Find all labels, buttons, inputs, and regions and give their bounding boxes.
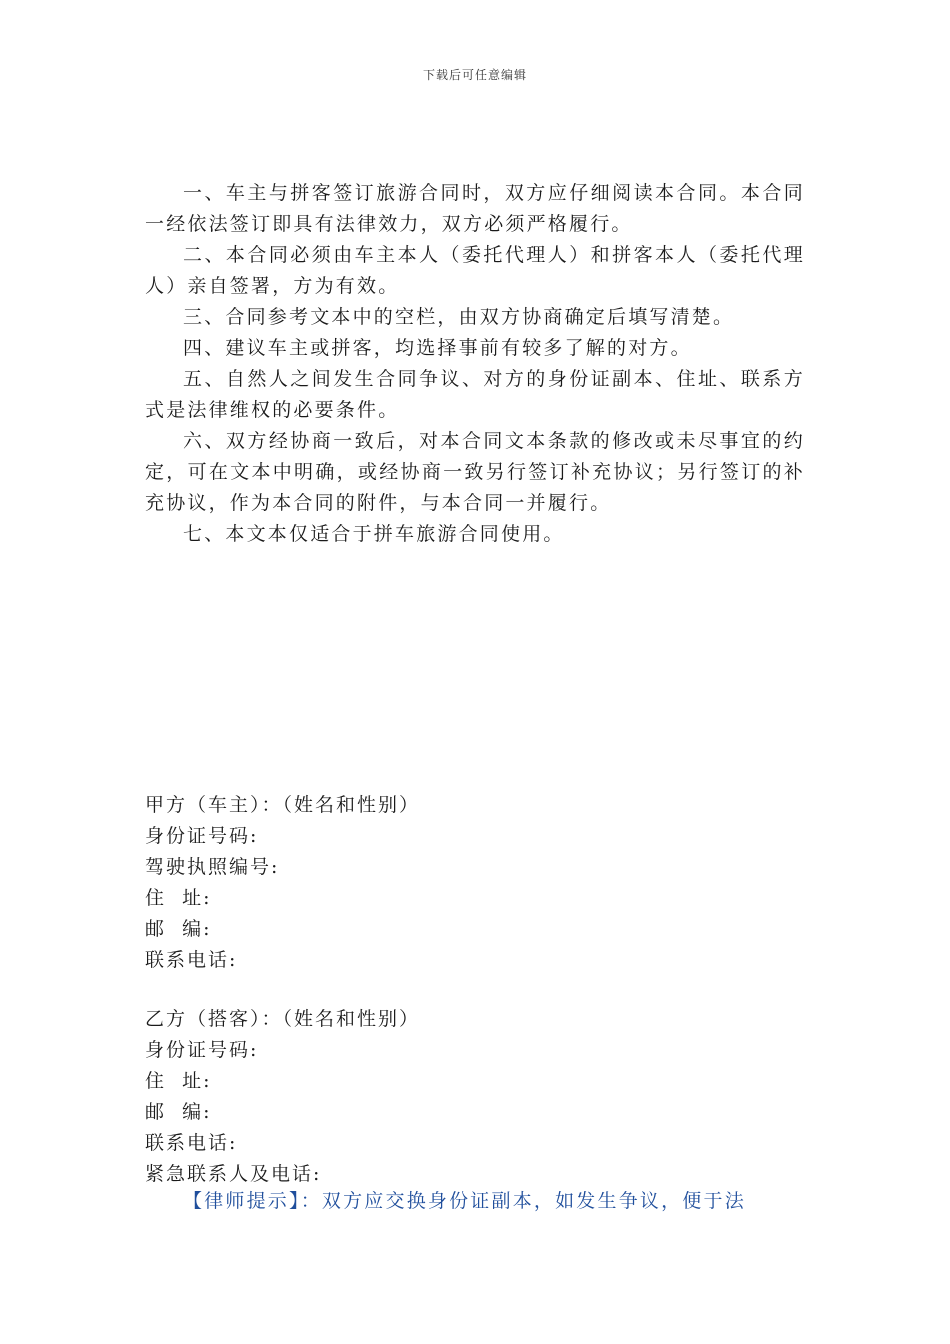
party-a-title: 甲方（车主）：（姓名和性别）	[145, 794, 421, 816]
clause-3: 三、合同参考文本中的空栏，由双方协商确定后填写清楚。	[183, 306, 735, 328]
party-b-id-number: 身份证号码:	[145, 1039, 259, 1061]
party-a-id-number: 身份证号码:	[145, 825, 259, 847]
party-a-address: 住 址:	[145, 887, 212, 909]
party-a-block	[145, 790, 805, 976]
party-b-block	[145, 1004, 805, 1190]
party-a-postcode: 邮 编:	[145, 918, 212, 940]
clause-1: 一、车主与拼客签订旅游合同时，双方应仔细阅读本合同。本合同一经依法签订即具有法律效力，双方必须严格履行。	[145, 182, 805, 235]
party-b-postcode: 邮 编:	[145, 1101, 212, 1123]
clause-6: 六、双方经协商一致后，对本合同文本条款的修改或未尽事宜的约定，可在文本中明确，或经协商一致另行签订补充协议；另行签订的补充协议，作为本合同的附件，与本合同一并履行。	[145, 430, 805, 514]
clause-5: 五、自然人之间发生合同争议、对方的身份证副本、住址、联系方式是法律维权的必要条件。	[145, 368, 805, 421]
header-note: 下载后可任意编辑	[422, 68, 527, 82]
party-a-license: 驾驶执照编号:	[145, 856, 280, 878]
party-b-phone: 联系电话:	[145, 1132, 238, 1154]
party-a-phone: 联系电话:	[145, 949, 238, 971]
party-b-address: 住 址:	[145, 1070, 212, 1092]
clause-7: 七、本文本仅适合于拼车旅游合同使用。	[183, 523, 565, 545]
party-b-emergency-contact: 紧急联系人及电话:	[145, 1163, 322, 1185]
clause-2: 二、本合同必须由车主本人（委托代理人）和拼客本人（委托代理人）亲自签署，方为有效。	[145, 244, 805, 297]
clause-4: 四、建议车主或拼客，均选择事前有较多了解的对方。	[183, 337, 692, 359]
contract-notes	[145, 178, 805, 550]
party-b-title: 乙方（搭客）：（姓名和性别）	[145, 1008, 421, 1030]
lawyer-tip: 【律师提示】：双方应交换身份证副本，如发生争议，便于法	[183, 1190, 746, 1212]
